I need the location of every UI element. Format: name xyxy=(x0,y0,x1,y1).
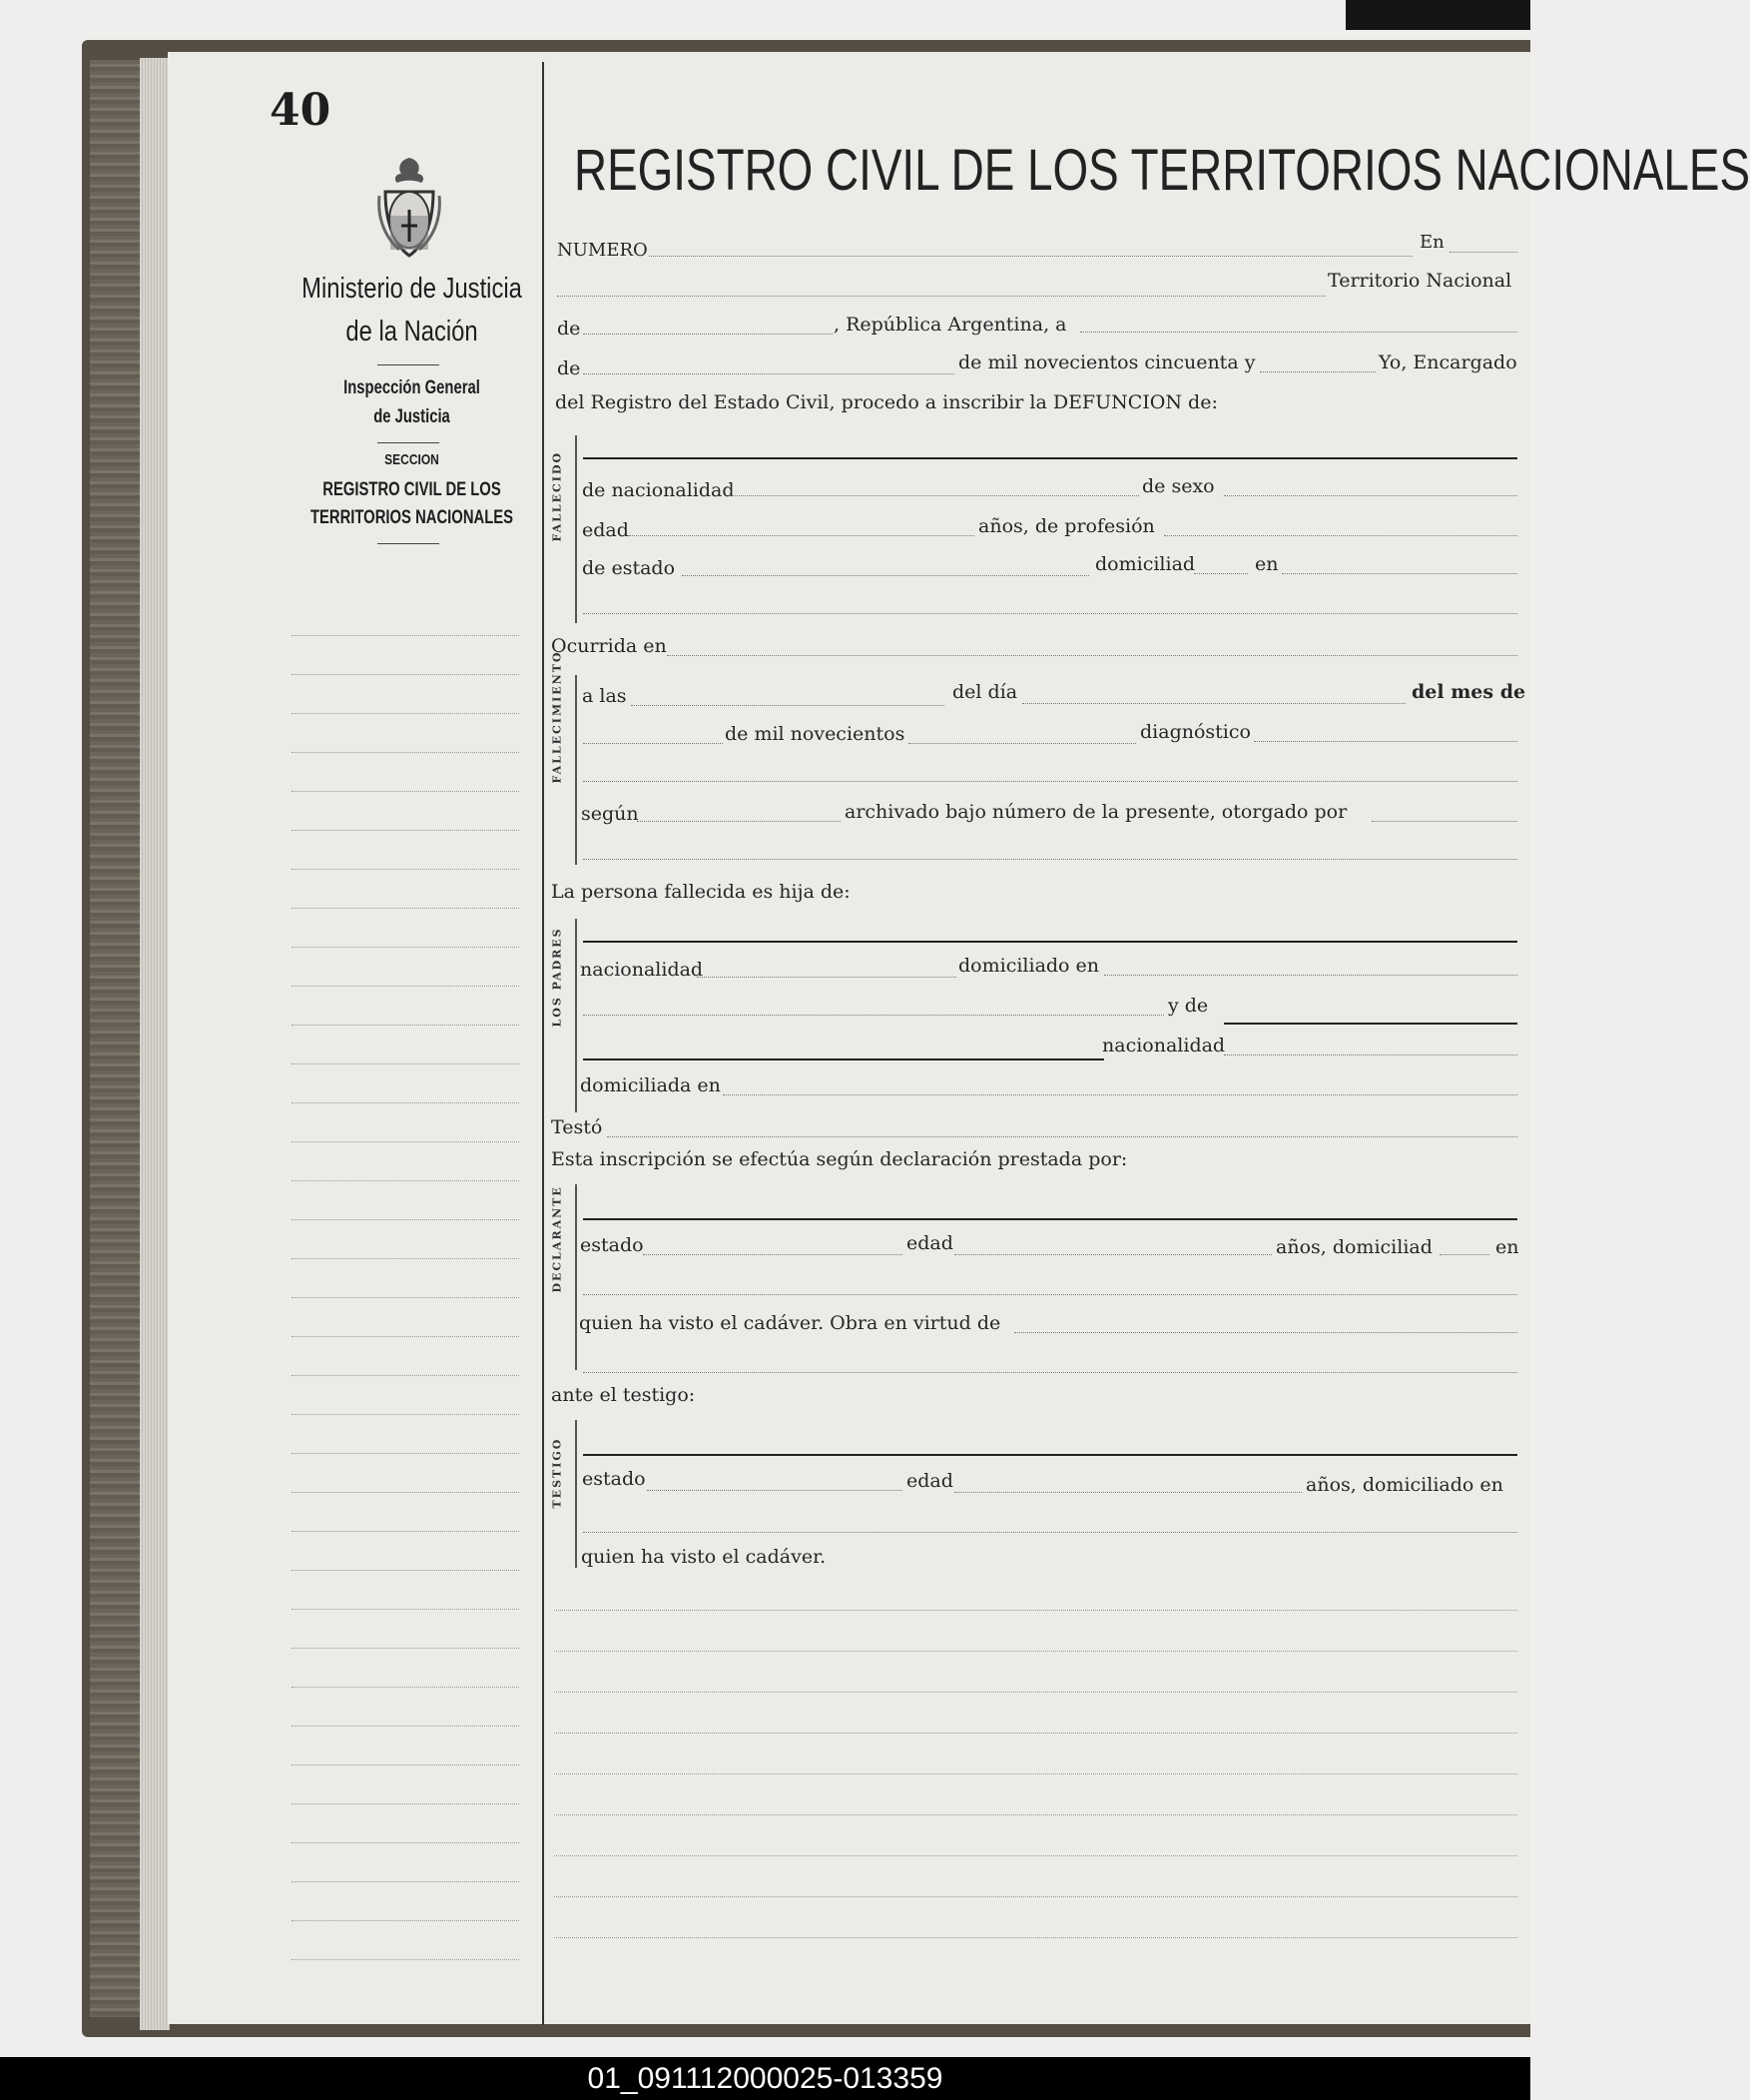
declarante-edad-field[interactable] xyxy=(954,1254,1272,1255)
margin-note-line[interactable] xyxy=(292,1648,519,1649)
estado-label: de estado xyxy=(582,557,676,579)
margin-note-line[interactable] xyxy=(292,1531,519,1532)
obra-virtud-field[interactable] xyxy=(1014,1332,1517,1333)
declarante-domiciliad-label: años, domiciliad xyxy=(1276,1236,1433,1258)
footer-id: 01_091112000025-013359 xyxy=(587,2062,943,2095)
note-line[interactable] xyxy=(554,1937,1517,1938)
fallecido-bracket xyxy=(575,435,577,623)
edad-label: edad xyxy=(582,519,629,541)
otorgado-field[interactable] xyxy=(1372,821,1517,822)
sexo-label: de sexo xyxy=(1142,475,1215,497)
anio-fallecimiento-field[interactable] xyxy=(908,743,1136,744)
edad-field[interactable] xyxy=(629,535,974,536)
segun-field[interactable] xyxy=(637,821,841,822)
margin-note-line[interactable] xyxy=(292,947,519,948)
seccion-line-2: TERRITORIOS NACIONALES xyxy=(309,507,514,528)
margin-note-line[interactable] xyxy=(292,1025,519,1026)
sidebar-rule xyxy=(377,442,439,443)
margin-note-line[interactable] xyxy=(292,1297,519,1298)
anio-fallecimiento-label: de mil novecientos xyxy=(725,723,905,745)
ministry-line-1: Ministerio de Justicia xyxy=(301,273,522,305)
declarante-en-label: en xyxy=(1495,1236,1519,1258)
anio-field[interactable] xyxy=(1260,371,1376,372)
note-line[interactable] xyxy=(554,1733,1517,1734)
hora-field[interactable] xyxy=(631,705,944,706)
margin-note-line[interactable] xyxy=(292,1453,519,1454)
domicilio-field[interactable] xyxy=(1282,573,1517,574)
en-label: en xyxy=(1255,553,1279,575)
de-label: de xyxy=(557,357,581,379)
en-field[interactable] xyxy=(1450,252,1517,253)
page-number: 40 xyxy=(270,85,331,136)
margin-note-line[interactable] xyxy=(292,908,519,909)
anio-label: de mil novecientos cincuenta y xyxy=(958,351,1256,373)
padre-nacionalidad-field[interactable] xyxy=(697,977,956,978)
margin-divider xyxy=(542,62,544,2025)
diagnostico-extra-field[interactable] xyxy=(583,781,1517,782)
page-title: REGISTRO CIVIL DE LOS TERRITORIOS NACIONALES xyxy=(574,138,1750,203)
inspeccion-general xyxy=(296,373,526,431)
numero-field[interactable] xyxy=(649,256,1413,257)
margin-note-line[interactable] xyxy=(292,1687,519,1688)
margin-note-line[interactable] xyxy=(292,1375,519,1376)
seccion-name xyxy=(296,476,526,532)
domicilio-extra-field[interactable] xyxy=(583,613,1517,614)
seccion-label: SECCION xyxy=(384,451,439,468)
margin-note-line[interactable] xyxy=(292,1102,519,1103)
declarante-nombre-field[interactable] xyxy=(583,1218,1517,1220)
inscripcion-label: Esta inscripción se efectúa según declaración prestada por: xyxy=(551,1148,1128,1170)
sidebar-rule xyxy=(377,543,439,544)
persona-hija-label: La persona fallecida es hija de: xyxy=(551,881,851,903)
numero-label: NUMERO xyxy=(557,240,648,261)
declarante-obra-label: quien ha visto el cadáver. Obra en virtud de xyxy=(579,1312,1001,1334)
declarante-domicilio-field[interactable] xyxy=(583,1294,1517,1295)
encargado-label: Yo, Encargado xyxy=(1379,351,1517,373)
testigo-label xyxy=(551,1489,564,1509)
margin-note-line[interactable] xyxy=(292,1570,519,1571)
margin-note-line[interactable] xyxy=(292,1219,519,1220)
segun-label: según xyxy=(581,803,639,825)
mes-field[interactable] xyxy=(583,373,954,374)
declarante-bracket xyxy=(575,1184,577,1370)
margin-note-line[interactable] xyxy=(292,791,519,792)
profesion-field[interactable] xyxy=(1164,535,1517,536)
otorgado-extra-field[interactable] xyxy=(583,859,1517,860)
fallecido-label xyxy=(551,522,564,542)
ante-testigo-label: ante el testigo: xyxy=(551,1384,696,1406)
hora-label: a las xyxy=(582,685,627,707)
nombre-fallecido-field[interactable] xyxy=(583,457,1517,459)
margin-note-line[interactable] xyxy=(292,1180,519,1181)
margin-note-line[interactable] xyxy=(292,1258,519,1259)
ocurrida-label: Ocurrida en xyxy=(551,635,667,657)
de-field[interactable] xyxy=(583,334,833,335)
testigo-edad-field[interactable] xyxy=(954,1492,1302,1493)
territorio-field[interactable] xyxy=(557,296,1326,297)
republica-label: , República Argentina, a xyxy=(834,314,1067,336)
estado-field[interactable] xyxy=(682,575,1089,576)
territorio-label: Territorio Nacional xyxy=(1328,270,1512,292)
dia-label: del día xyxy=(952,681,1018,703)
margin-note-line[interactable] xyxy=(292,1920,519,1921)
domiciliad-label: domiciliad xyxy=(1095,553,1196,575)
page-edges xyxy=(140,58,170,2030)
margin-note-line[interactable] xyxy=(292,1492,519,1493)
declarante-edad-label: edad xyxy=(906,1232,953,1254)
coat-of-arms-icon xyxy=(373,156,445,260)
mes-label: del mes de xyxy=(1412,681,1526,703)
testigo-edad-label: edad xyxy=(906,1470,953,1492)
registro-text: del Registro del Estado Civil, procedo a inscribir la DEFUNCION de: xyxy=(555,391,1218,413)
note-line[interactable] xyxy=(554,1692,1517,1693)
margin-note-line[interactable] xyxy=(292,986,519,987)
nacionalidad-label: de nacionalidad xyxy=(582,479,735,501)
testigo-bracket xyxy=(575,1420,577,1568)
margin-note-line[interactable] xyxy=(292,713,519,714)
background-corner xyxy=(1346,0,1530,30)
madre-domicilio-label: domiciliada en xyxy=(580,1074,721,1096)
margin-note-line[interactable] xyxy=(292,674,519,675)
testigo-domiciliado-label: años, domiciliado en xyxy=(1306,1474,1503,1496)
padre-domicilio-field[interactable] xyxy=(1104,975,1517,976)
dia-field[interactable] xyxy=(1022,703,1406,704)
margin-note-line[interactable] xyxy=(292,869,519,870)
note-line[interactable] xyxy=(554,1651,1517,1652)
testo-label: Testó xyxy=(551,1116,603,1138)
note-line[interactable] xyxy=(554,1773,1517,1774)
margin-note-line[interactable] xyxy=(292,830,519,831)
ocurrida-field[interactable] xyxy=(667,655,1517,656)
declarante-domiciliad-field[interactable] xyxy=(1440,1254,1489,1255)
margin-note-line[interactable] xyxy=(292,1063,519,1064)
note-line[interactable] xyxy=(554,1610,1517,1611)
margin-note-line[interactable] xyxy=(292,1414,519,1415)
seccion-line-1: REGISTRO CIVIL DE LOS xyxy=(322,479,501,500)
margin-note-line[interactable] xyxy=(292,1803,519,1804)
testigo-estado-field[interactable] xyxy=(647,1490,902,1491)
margin-note-line[interactable] xyxy=(292,1141,519,1142)
inspeccion-line-1: Inspección General xyxy=(343,377,480,398)
declarante-estado-field[interactable] xyxy=(643,1254,902,1255)
inspeccion-line-2: de Justicia xyxy=(373,406,450,427)
margin-note-line[interactable] xyxy=(292,1842,519,1843)
note-line[interactable] xyxy=(554,1855,1517,1856)
declarante-label xyxy=(551,1273,564,1293)
padre-nombre-field[interactable] xyxy=(583,941,1517,943)
en-label: En xyxy=(1420,232,1445,253)
book-spine xyxy=(90,60,140,2017)
domiciliad-field[interactable] xyxy=(1194,573,1248,574)
padre-domicilio-extra-field[interactable] xyxy=(583,1015,1164,1016)
ministry-line-2: de la Nación xyxy=(345,316,478,348)
testigo-domicilio-field[interactable] xyxy=(583,1532,1517,1533)
margin-note-line[interactable] xyxy=(292,1881,519,1882)
fecha-field[interactable] xyxy=(1080,332,1517,333)
margin-note-line[interactable] xyxy=(292,752,519,753)
madre-nombre-field[interactable] xyxy=(1224,1023,1517,1025)
madre-domicilio-field[interactable] xyxy=(723,1094,1517,1095)
padres-bracket xyxy=(575,919,577,1112)
testigo-estado-label: estado xyxy=(582,1468,646,1490)
testigo-nombre-field[interactable] xyxy=(583,1454,1517,1456)
ministry-name xyxy=(292,268,533,353)
margin-note-line[interactable] xyxy=(292,635,519,636)
testigo-quien-label: quien ha visto el cadáver. xyxy=(581,1546,827,1568)
diagnostico-label: diagnóstico xyxy=(1140,721,1251,743)
madre-nacionalidad-field[interactable] xyxy=(1224,1054,1517,1055)
diagnostico-field[interactable] xyxy=(1254,741,1517,742)
nacionalidad-field[interactable] xyxy=(732,495,1139,496)
testo-field[interactable] xyxy=(607,1136,1517,1137)
margin-note-line[interactable] xyxy=(292,1959,519,1960)
fallecimiento-label xyxy=(551,764,564,784)
madre-nombre-extra-field[interactable] xyxy=(583,1058,1104,1060)
margin-note-line[interactable] xyxy=(292,1726,519,1727)
note-line[interactable] xyxy=(554,1814,1517,1815)
declarante-estado-label: estado xyxy=(580,1234,644,1256)
margin-note-line[interactable] xyxy=(292,1764,519,1765)
profesion-label: años, de profesión xyxy=(978,515,1155,537)
fallecimiento-bracket xyxy=(575,675,577,865)
archivado-label: archivado bajo número de la presente, otorgado por xyxy=(845,801,1348,823)
note-line[interactable] xyxy=(554,1896,1517,1897)
margin-note-line[interactable] xyxy=(292,1609,519,1610)
sidebar-rule xyxy=(377,364,439,365)
mes-fallecimiento-field[interactable] xyxy=(583,743,723,744)
margin-note-line[interactable] xyxy=(292,1336,519,1337)
y-de-label: y de xyxy=(1168,995,1209,1017)
obra-virtud-extra-field[interactable] xyxy=(583,1372,1517,1373)
madre-nacionalidad-label: nacionalidad xyxy=(1102,1035,1226,1056)
de-label: de xyxy=(557,318,581,340)
padres-label xyxy=(551,1008,564,1028)
padre-nacionalidad-label: nacionalidad xyxy=(580,959,704,981)
sexo-field[interactable] xyxy=(1224,495,1517,496)
padre-domicilio-label: domiciliado en xyxy=(958,955,1100,977)
